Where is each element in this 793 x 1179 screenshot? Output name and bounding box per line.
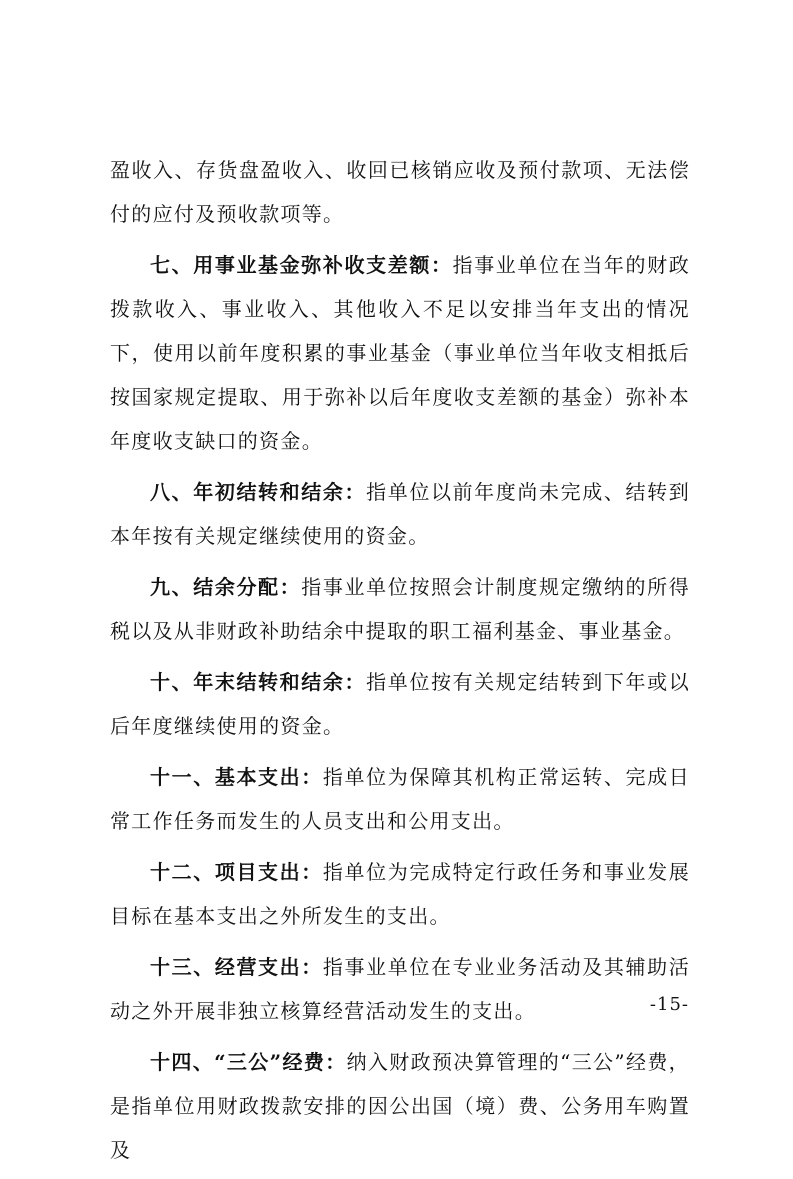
- paragraph-text: 指单位为保障其机构正常运转、完成日常工作任务而发生的人员支出和公用支出。: [110, 765, 690, 833]
- paragraph-term: 七、用事业基金弥补收支差额：: [150, 253, 453, 277]
- paragraph-item-13: [110, 945, 690, 1033]
- document-body: [110, 148, 690, 1179]
- paragraph-continuation: [110, 148, 690, 236]
- paragraph-term: 十二、项目支出：: [150, 860, 323, 884]
- page-number: -15-: [649, 994, 689, 1015]
- paragraph-item-8: [110, 470, 690, 558]
- paragraph-term: 十、年末结转和结余：: [150, 670, 367, 694]
- paragraph-text: 指单位以前年度尚未完成、结转到本年按有关规定继续使用的资金。: [110, 480, 690, 548]
- paragraph-item-12: [110, 850, 690, 938]
- paragraph-text: 指事业单位按照会计制度规定缴纳的所得税以及从非财政补助结余中提取的职工福利基金、事业基金。: [110, 575, 690, 643]
- paragraph-item-9: [110, 565, 690, 653]
- paragraph-text: 指单位按有关规定结转到下年或以后年度继续使用的资金。: [110, 670, 690, 738]
- paragraph-term: 十四、“三公”经费：: [150, 1050, 347, 1074]
- paragraph-item-7: [110, 243, 690, 463]
- paragraph-term: 十一、基本支出：: [150, 765, 323, 789]
- paragraph-term: 八、年初结转和结余：: [150, 480, 367, 504]
- paragraph-text: 指事业单位在专业业务活动及其辅助活动之外开展非独立核算经营活动发生的支出。: [110, 955, 690, 1023]
- paragraph-text: 指单位为完成特定行政任务和事业发展目标在基本支出之外所发生的支出。: [110, 860, 690, 928]
- paragraph-item-14: [110, 1040, 690, 1172]
- paragraph-term: 十三、经营支出：: [150, 955, 323, 979]
- paragraph-item-11: [110, 755, 690, 843]
- paragraph-item-10: [110, 660, 690, 748]
- paragraph-text: 纳入财政预决算管理的“三公”经费，是指单位用财政拨款安排的因公出国（境）费、公务用车购置及: [110, 1050, 690, 1162]
- paragraph-text: 指事业单位在当年的财政拨款收入、事业收入、其他收入不足以安排当年支出的情况下，使用以前年度积累的事业基金（事业单位当年收支相抵后按国家规定提取、用于弥补以后年度收支差额的基金）弥补本年度收支缺口的资金。: [110, 253, 690, 453]
- paragraph-term: 九、结余分配：: [150, 575, 302, 599]
- paragraph-text: 盈收入、存货盘盈收入、收回已核销应收及预付款项、无法偿付的应付及预收款项等。: [110, 158, 690, 226]
